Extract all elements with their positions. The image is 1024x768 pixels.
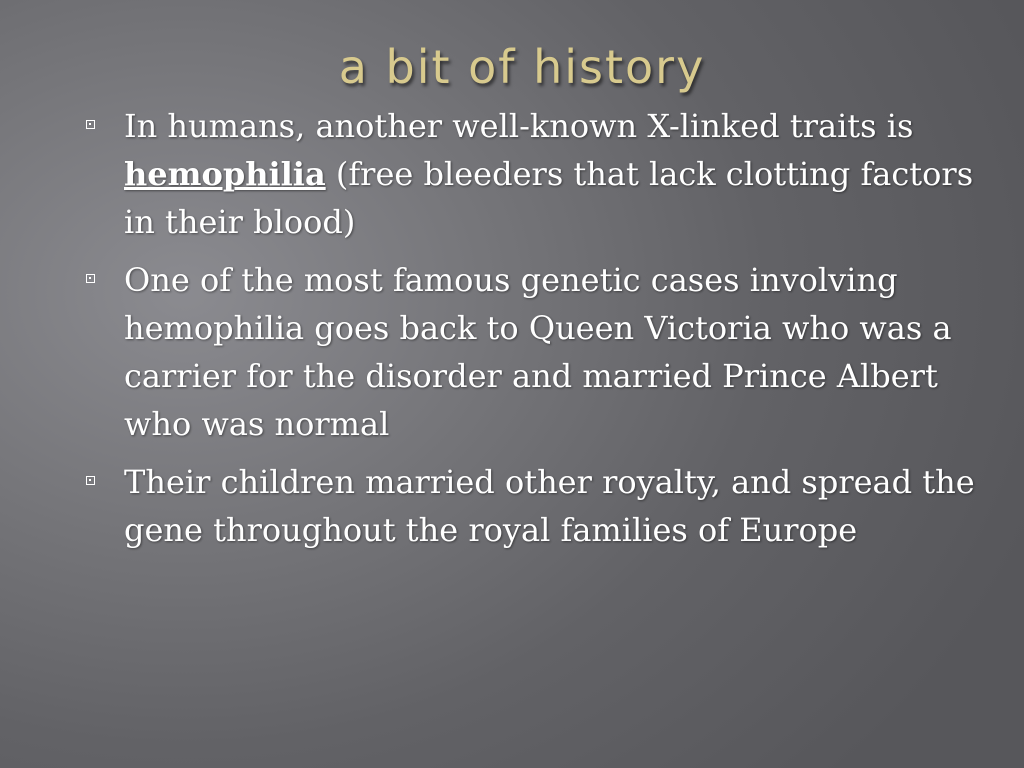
bullet-list	[80, 102, 980, 564]
hemophilia-term: hemophilia	[124, 155, 326, 193]
square-bullet-icon	[86, 476, 95, 485]
bullet-item-queen-victoria	[80, 256, 980, 448]
bullet-text: One of the most famous genetic cases involving hemophilia goes back to Queen Victoria who was a carrier for the disorder and married Prince Albert who was normal	[124, 261, 952, 443]
bullet-text-part: In humans, another well-known X-linked traits is	[124, 107, 914, 145]
bullet-text: Their children married other royalty, and spread the gene throughout the royal families of Europe	[124, 463, 975, 549]
slide-title: a bit of history	[338, 40, 706, 94]
square-bullet-icon	[86, 120, 95, 129]
bullet-item-hemophilia	[80, 102, 980, 246]
bullet-item-royal-families	[80, 458, 980, 554]
bullet-text-part: (free bleeders that lack clotting factors in their blood)	[124, 155, 974, 241]
square-bullet-icon	[86, 274, 95, 283]
